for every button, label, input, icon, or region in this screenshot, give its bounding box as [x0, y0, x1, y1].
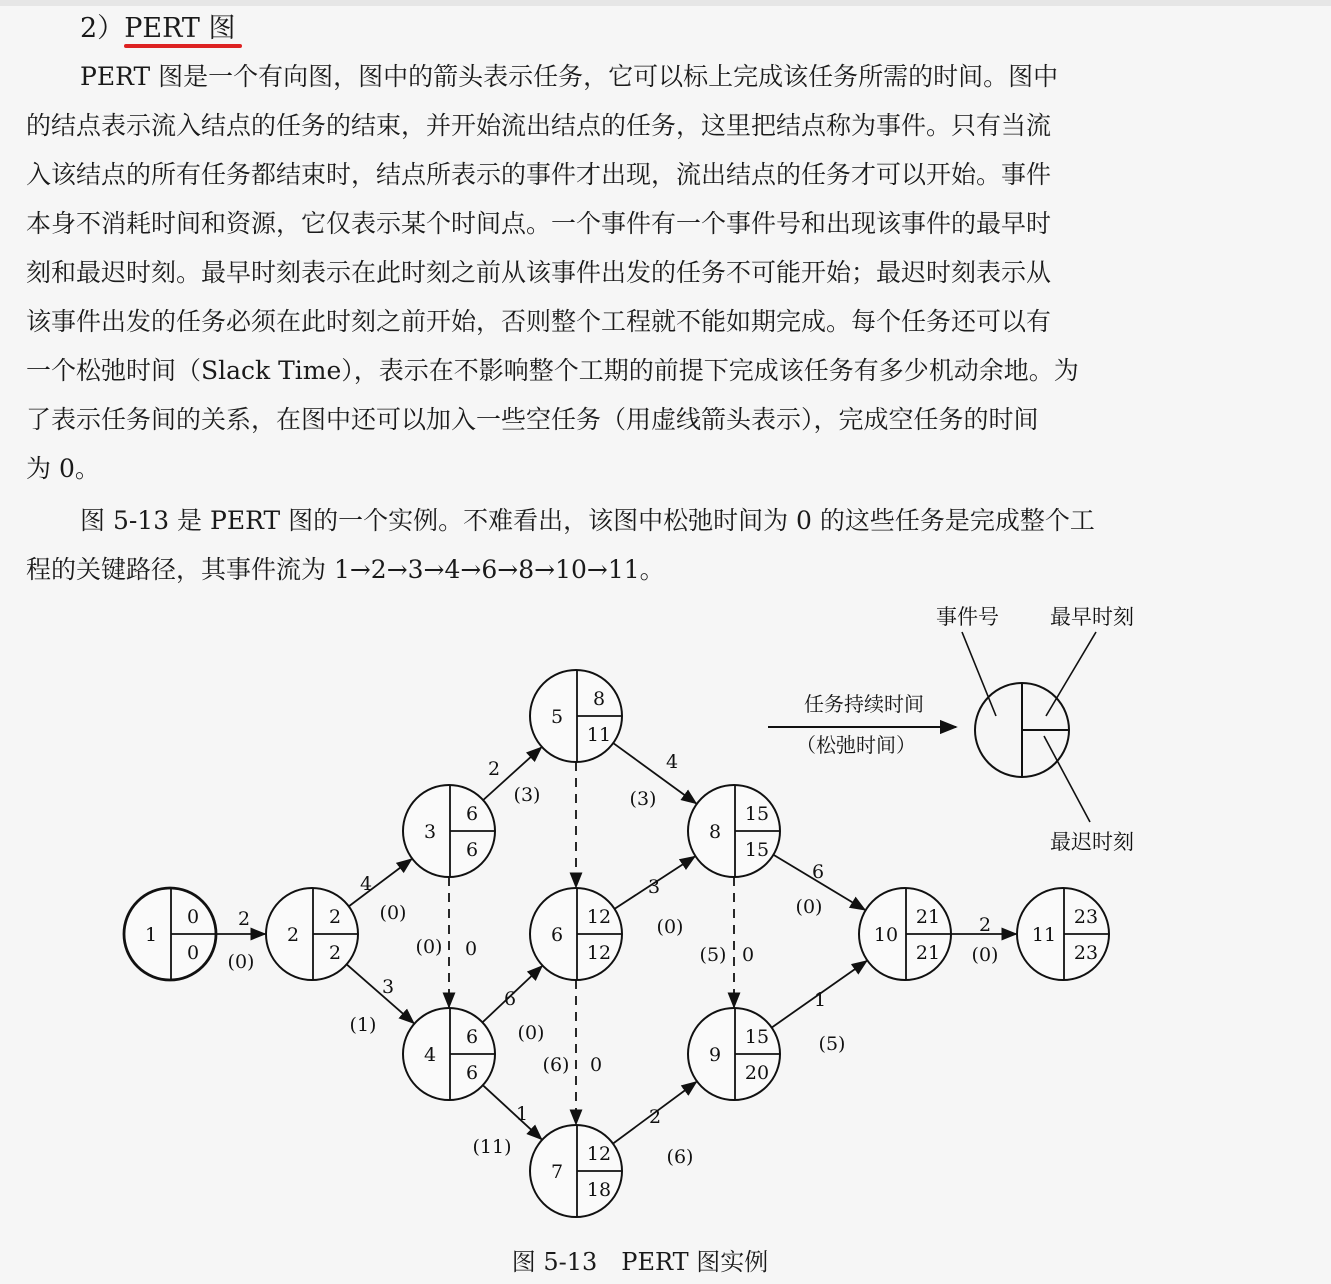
event-node-1	[124, 888, 216, 980]
earliest-time: 23	[1073, 906, 1099, 928]
event-number: 7	[550, 1161, 564, 1183]
legend-pointer-event-number	[962, 632, 996, 716]
earliest-time: 2	[328, 906, 342, 928]
legend	[768, 605, 1134, 854]
event-number: 10	[873, 924, 899, 946]
text-line: 了表示任务间的关系，在图中还可以加入一些空任务（用虚线箭头表示），完成空任务的时间	[26, 405, 1039, 434]
text-line: 入该结点的所有任务都结束时，结点所表示的事件才出现，流出结点的任务才可以开始。事件	[26, 160, 1052, 189]
event-number: 2	[286, 924, 300, 946]
edge-duration-label: 0	[464, 938, 478, 960]
section-heading	[80, 12, 236, 46]
edge-slack-label: (0)	[971, 944, 999, 966]
edge-slack-label: (3)	[513, 784, 541, 806]
earliest-time: 8	[592, 688, 606, 710]
pert-diagram	[0, 596, 1331, 1236]
edge-duration-label: 4	[359, 873, 373, 895]
text-line: PERT 图是一个有向图，图中的箭头表示任务，它可以标上完成该任务所需的时间。图中	[80, 62, 1059, 91]
earliest-time: 21	[915, 906, 941, 928]
edge-slack-label: (5)	[818, 1033, 846, 1055]
legend-event-number-label: 事件号	[936, 605, 999, 629]
edge-arrow-4-7	[483, 1085, 542, 1139]
event-node-7	[530, 1125, 622, 1217]
edge-duration-label: 2	[237, 908, 251, 930]
latest-time: 0	[186, 942, 200, 964]
event-number: 5	[550, 706, 564, 728]
edge-duration-label: 4	[665, 751, 679, 773]
event-node-6	[530, 888, 622, 980]
earliest-time: 15	[744, 803, 770, 825]
edge-slack-label: (1)	[349, 1014, 377, 1036]
event-node-9	[688, 1008, 780, 1100]
latest-time: 6	[465, 1062, 479, 1084]
event-node-4	[403, 1008, 495, 1100]
edge-slack-label: (3)	[629, 788, 657, 810]
section-title: PERT 图	[124, 13, 236, 44]
legend-pointer-earliest-time	[1046, 632, 1096, 716]
edge-slack-label: (6)	[666, 1146, 694, 1168]
latest-time: 11	[586, 724, 612, 746]
earliest-time: 12	[586, 906, 612, 928]
legend-latest-time-label: 最迟时刻	[1050, 830, 1134, 854]
text-line: 该事件出发的任务必须在此时刻之前开始，否则整个工程就不能如期完成。每个任务还可以有	[26, 307, 1052, 336]
edge-duration-label: 2	[978, 914, 992, 936]
latest-time: 18	[586, 1179, 612, 1201]
text-line: 程的关键路径，其事件流为 1→2→3→4→6→8→10→11。	[26, 555, 665, 584]
event-node-5	[530, 670, 622, 762]
event-number: 8	[708, 821, 722, 843]
earliest-time: 6	[465, 803, 479, 825]
text-line: 为 0。	[26, 454, 100, 483]
earliest-time: 0	[186, 906, 200, 928]
edge-slack-label: (0)	[379, 902, 407, 924]
legend-task-duration-label: 任务持续时间	[804, 692, 924, 716]
event-number: 6	[550, 924, 564, 946]
legend-earliest-time-label: 最早时刻	[1050, 605, 1134, 629]
event-node-2	[266, 888, 358, 980]
figure-caption: 图 5-13 PERT 图实例	[511, 1248, 769, 1276]
edge-slack-label: (0)	[415, 936, 443, 958]
edge-arrow-2-3	[349, 859, 412, 906]
earliest-time: 15	[744, 1026, 770, 1048]
text-line: 一个松弛时间（Slack Time），表示在不影响整个工期的前提下完成该任务有多少机动余地。为	[26, 356, 1079, 385]
event-node-8	[688, 785, 780, 877]
edge-duration-label: 0	[589, 1054, 603, 1076]
edge-slack-label: (0)	[227, 951, 255, 973]
latest-time: 2	[328, 942, 342, 964]
event-number: 4	[423, 1044, 437, 1066]
edge-duration-label: 2	[487, 758, 501, 780]
legend-slack-time-label: （松弛时间）	[796, 733, 916, 757]
latest-time: 20	[744, 1062, 770, 1084]
edge-slack-label: (0)	[795, 896, 823, 918]
text-line: 的结点表示流入结点的任务的结束，并开始流出结点的任务，这里把结点称为事件。只有当流	[26, 111, 1052, 140]
edge-slack-label: (11)	[472, 1136, 512, 1158]
page-top-band	[0, 0, 1331, 6]
event-number: 11	[1031, 924, 1057, 946]
paragraph-figure-reference	[26, 496, 1226, 594]
edge-slack-label: (0)	[656, 916, 684, 938]
edge-duration-label: 3	[647, 876, 661, 898]
event-node-10	[859, 888, 951, 980]
event-number: 3	[423, 821, 437, 843]
edge-duration-label: 6	[811, 861, 825, 883]
handwritten-underline	[124, 44, 242, 48]
latest-time: 6	[465, 839, 479, 861]
event-number: 1	[144, 924, 158, 946]
edge-duration-label: 6	[503, 988, 517, 1010]
section-number: 2）	[80, 13, 125, 44]
edge-slack-label: (0)	[517, 1022, 545, 1044]
nodes-layer	[124, 670, 1109, 1217]
edge-duration-label: 2	[648, 1106, 662, 1128]
edge-duration-label: 1	[813, 989, 827, 1011]
edge-duration-label: 0	[741, 944, 755, 966]
earliest-time: 6	[465, 1026, 479, 1048]
legend-pointer-latest-time	[1044, 736, 1090, 822]
event-number: 9	[708, 1044, 722, 1066]
edge-slack-label: (6)	[542, 1054, 570, 1076]
text-line: 刻和最迟时刻。最早时刻表示在此时刻之前从该事件出发的任务不可能开始；最迟时刻表示从	[26, 258, 1052, 287]
paragraph-pert-definition	[26, 52, 1226, 493]
latest-time: 23	[1073, 942, 1099, 964]
event-node-3	[403, 785, 495, 877]
event-node-11	[1017, 888, 1109, 980]
earliest-time: 12	[586, 1143, 612, 1165]
text-line: 本身不消耗时间和资源，它仅表示某个时间点。一个事件有一个事件号和出现该事件的最早时	[26, 209, 1052, 238]
latest-time: 15	[744, 839, 770, 861]
latest-time: 21	[915, 942, 941, 964]
edge-duration-label: 1	[515, 1103, 529, 1125]
text-line: 图 5-13 是 PERT 图的一个实例。不难看出，该图中松弛时间为 0 的这些任务是完成整个工	[80, 506, 1095, 535]
latest-time: 12	[586, 942, 612, 964]
edge-slack-label: (5)	[699, 944, 727, 966]
edge-duration-label: 3	[381, 976, 395, 998]
